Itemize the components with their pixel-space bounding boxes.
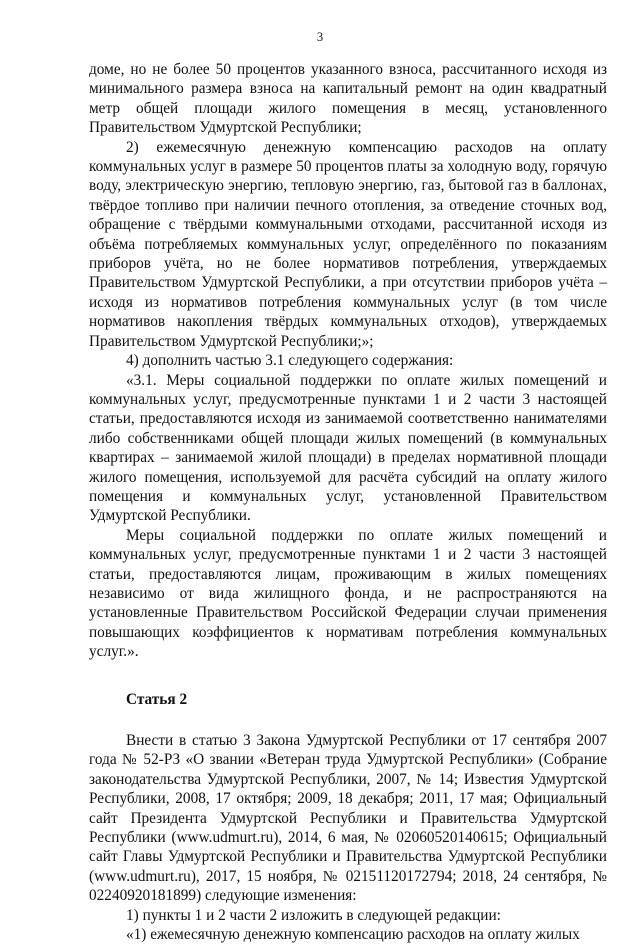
paragraph-item-2: 2) ежемесячную денежную компенсацию расходов на оплату коммунальных услуг в размере 50 процентов платы за холодную воду, горячую воду, электрическую энергию, тепловую энергию, газ, бытовой газ в баллонах, твёрдое топливо при наличии печного отопления, за отведение сточных вод, обращение с твёрдыми коммунальными отходами, рассчитанной исходя из объёма потребляемых коммунальных услуг, определённого по показаниям приборов учёта, но не более нормативов потребления, утверждаемых Правительством Удмуртской Республики, а при отсутствии приборов учёта – исходя из нормативов потребления коммунальных услуг (в том числе нормативов накопления твёрдых коммунальных отходов), утверждаемых Правительством Удмуртской Республики;»; <box>89 138 607 350</box>
paragraph-new-item-1: «1) ежемесячную денежную компенсацию расходов на оплату жилых <box>126 926 580 944</box>
paragraph-part-3-1: «3.1. Меры социальной поддержки по оплате жилых помещений и коммунальных услуг, предусмотренные пунктами 1 и 2 части 3 настоящей статьи, предоставляются исходя из занимаемой соответственно нанимателями либо собственниками общей площади жилых помещений (в коммунальных квартирах – занимаемой жилой площади) в пределах нормативной площади жилого помещения, используемой для расчёта субсидий на оплату жилого помещения и коммунальных услуг, установленной Правительством Удмуртской Республики. <box>89 371 607 525</box>
article-heading: Статья 2 <box>126 690 188 708</box>
paragraph-item-4: 4) дополнить частью 3.1 следующего содержания: <box>126 352 454 370</box>
page-number: 3 <box>316 30 324 44</box>
paragraph-continuation: доме, но не более 50 процентов указанного взноса, рассчитанного исходя из минимального размера взноса на капитальный ремонт на один квадратный метр общей площади жилого помещения в месяц, установленного Правительством Удмуртской Республики; <box>89 61 607 137</box>
paragraph-amend-law: Внести в статью 3 Закона Удмуртской Республики от 17 сентября 2007 года № 52-РЗ «О звании «Ветеран труда Удмуртской Республики» (Собрание законодательства Удмуртской Республики, 2007, № 14; Известия Удмуртской Республики, 2008, 17 октября; 2009, 18 декабря; 2011, 17 мая; Официальный сайт Президента Удмуртской Республики и Правительства Удмуртской Республики (www.udmurt.ru), 2014, 6 мая, № 02060520140615; Официальный сайт Главы Удмуртской Республики и Правительства Удмуртской Республики (www.udmurt.ru), 2017, 15 ноября, № 02151120172794; 2018, 24 сентября, № 02240920181899) следующие изменения: <box>89 732 607 905</box>
document-body <box>89 60 607 944</box>
paragraph-amend-item-1: 1) пункты 1 и 2 части 2 изложить в следующей редакции: <box>126 906 501 924</box>
paragraph-social-support: Меры социальной поддержки по оплате жилых помещений и коммунальных услуг, предусмотренные пунктами 1 и 2 части 3 настоящей статьи, предоставляются лицам, проживающим в жилых помещениях независимо от вида жилищного фонда, и не распространяются на установленные Правительством Российской Федерации случаи применения повышающих коэффициентов к нормативам потребления коммунальных услуг.». <box>89 526 607 661</box>
